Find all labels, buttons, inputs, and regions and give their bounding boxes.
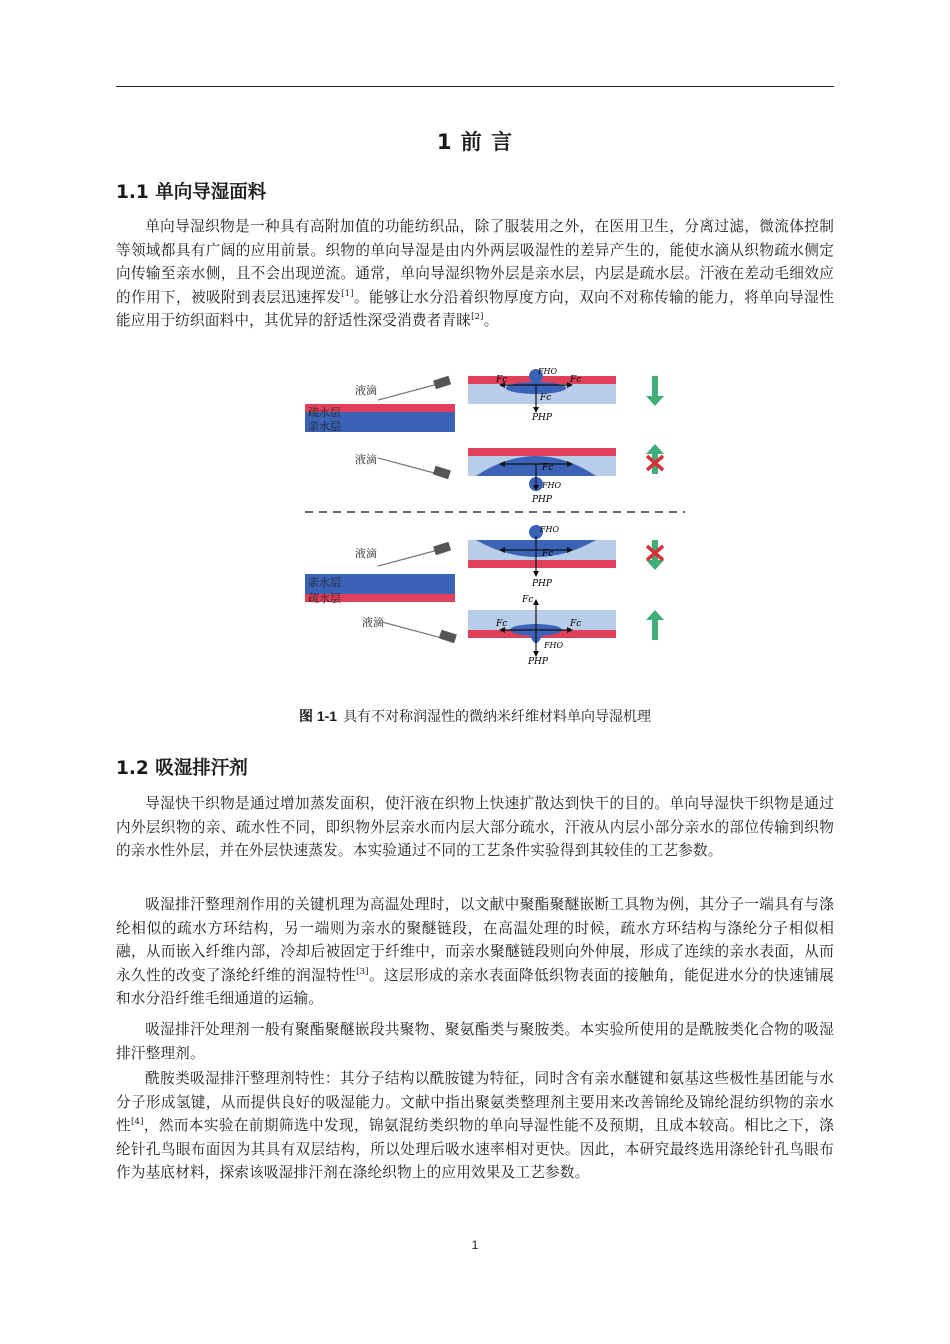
svg-text:Fc: Fc <box>542 463 554 473</box>
citation-4[interactable]: [4] <box>131 1117 144 1128</box>
header-rule <box>116 86 834 87</box>
label-droplet-4: 液滴 <box>362 616 384 629</box>
paragraph-1-2-4: 酰胺类吸湿排汗整理剂特性：其分子结构以酰胺键为特征，同时含有亲水醚键和氨基这些极性基团能与水分子形成氢键，从而提供良好的吸湿能力。文献中指出聚氨类整理剂主要用来改善锦纶及锦纶混纺织物的亲水性[4]，然而本实验在前期筛选中发现，锦氨混纺类织物的单向导湿性能不及预期，且成本较高。相比之下，涤纶针孔鸟眼布面因为其具有双层结构，所以处理后吸水速率相对更快。因此，本研究最终选用涤纶针孔鸟眼布作为基底材料，探索该吸湿排汗剂在涤纶织物上的应用效果及工艺参数。 <box>116 1070 834 1182</box>
figure-caption <box>0 706 950 726</box>
chapter-title: 1 前 言 <box>436 130 514 154</box>
svg-text:Fc: Fc <box>496 619 508 629</box>
figure-1-1-diagram <box>300 360 690 670</box>
paragraph-1-1: 单向导湿织物是一种具有高附加值的功能纺织品，除了服装用之外，在医用卫生，分离过滤，微流体控制等领域都具有广阔的应用前景。织物的单向导湿是由内外两层吸湿性的差异产生的，能使水滴从织物疏水侧定向传输至亲水侧，且不会出现逆流。通常，单向导湿织物外层是亲水层，内层是疏水层。汗液在差动毛细效应的作用下，被吸附到表层迅速挥发[1]。能够让水分沿着织物厚度方向，双向不对称传输的能力，将单向导湿性能应用于纺织面料中，其优异的舒适性深受消费者青睐[2]。 <box>116 218 834 330</box>
figure-caption-text: 具有不对称润湿性的微纳米纤维材料单向导湿机理 <box>343 709 652 725</box>
svg-text:PHP: PHP <box>528 657 548 667</box>
label-droplet-1: 液滴 <box>355 384 377 397</box>
left-layer-stack-lower <box>305 574 455 605</box>
paragraph-1-2-1: 导湿快干织物是通过增加蒸发面积，使汗液在织物上快速扩散达到快干的目的。单向导湿快干织物是通过内外层织物的亲、疏水性不同，即织物外层亲水而内层大部分疏水，汗液从内层小部分亲水的部位传输到织物的亲水性外层，并在外层快速蒸发。本实验通过不同的工艺条件实验得到其较佳的工艺参数。 <box>116 795 834 860</box>
label-hydrophilic-lower: 亲水层 <box>308 576 341 589</box>
citation-1[interactable]: [1] <box>341 288 354 299</box>
svg-text:Fc: Fc <box>542 549 554 559</box>
svg-text:Fc: Fc <box>522 595 534 605</box>
citation-2[interactable]: [2] <box>471 312 484 323</box>
svg-text:FHO: FHO <box>538 367 558 376</box>
label-hydrophobic-upper: 疏水层 <box>308 406 341 419</box>
svg-text:PHP: PHP <box>532 579 552 589</box>
svg-text:FHO: FHO <box>540 525 560 534</box>
section-heading-1-1: 1.1 单向导湿面料 <box>116 182 267 203</box>
panel-4-droplet-up <box>362 595 664 667</box>
paragraph-1-2-3: 吸湿排汗处理剂一般有聚酯聚醚嵌段共聚物、聚氨酯类与聚胺类。本实验所使用的是酰胺类化合物的吸湿排汗整理剂。 <box>116 1021 834 1062</box>
left-layer-stack-upper <box>305 404 455 433</box>
svg-text:Fc: Fc <box>570 375 582 385</box>
page-number: 1 <box>471 1238 479 1252</box>
label-droplet-2: 液滴 <box>355 453 377 466</box>
label-hydrophilic-upper: 亲水层 <box>308 420 341 433</box>
svg-text:PHP: PHP <box>532 413 552 423</box>
label-hydrophobic-lower: 疏水层 <box>308 592 341 605</box>
svg-text:Fc: Fc <box>540 393 552 403</box>
svg-text:Fc: Fc <box>570 619 582 629</box>
svg-text:PHP: PHP <box>532 495 552 505</box>
svg-text:FHO: FHO <box>542 481 562 490</box>
label-droplet-3: 液滴 <box>355 547 377 560</box>
figure-label: 图 1-1 <box>298 708 338 724</box>
section-heading-1-2: 1.2 吸湿排汗剂 <box>116 758 248 779</box>
paragraph-1-2-2: 吸湿排汗整理剂作用的关键机理为高温处理时，以文献中聚酯聚醚嵌断工具物为例，其分子一端具有与涤纶相似的疏水方环结构，另一端则为亲水的聚醚链段，在高温处理的时候，疏水方环结构与涤纶分子相似相融，从而嵌入纤维内部，冷却后被固定于纤维中，而亲水聚醚链段则向外伸展，形成了连续的亲水表面，从而永久性的改变了涤纶纤维的润湿特性[3]。这层形成的亲水表面降低织物表面的接触角，能促进水分的快速铺展和水分沿纤维毛细通道的运输。 <box>116 896 835 1008</box>
panel-2-droplet-blocked <box>355 444 664 505</box>
svg-text:FHO: FHO <box>544 641 564 650</box>
citation-3[interactable]: [3] <box>356 966 369 977</box>
svg-text:Fc: Fc <box>496 375 508 385</box>
